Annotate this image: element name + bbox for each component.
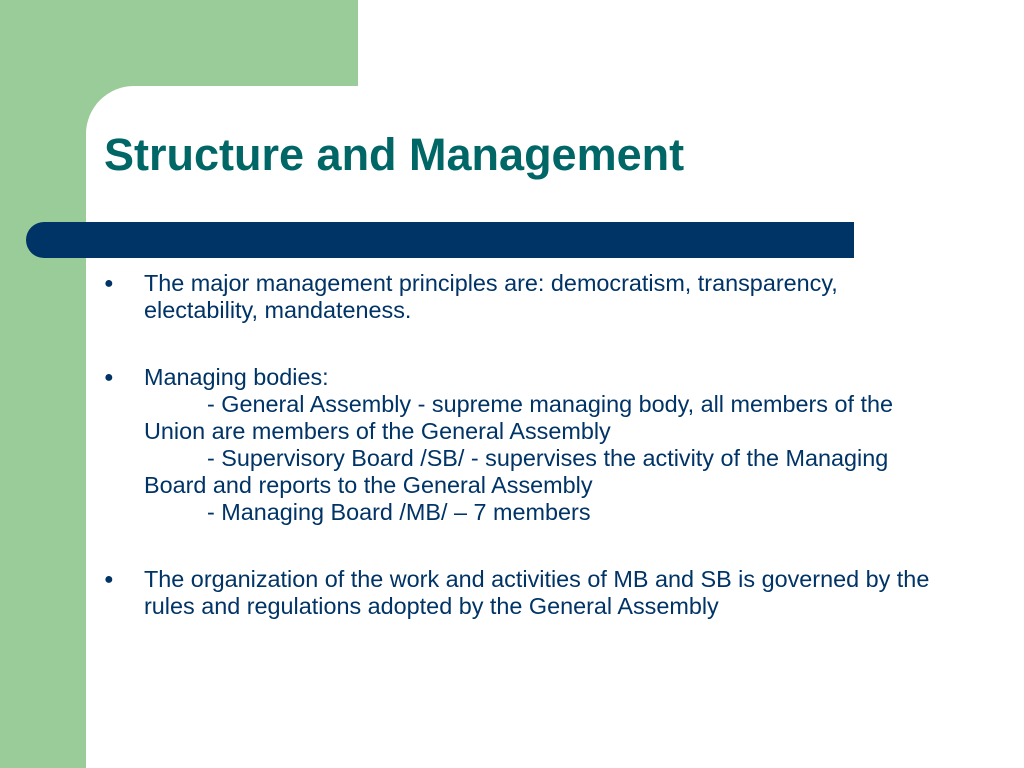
bullet-item-principles [100, 270, 930, 324]
bullet-item-organization [100, 566, 930, 620]
bullet-icon: ● [104, 571, 114, 588]
bullet-icon: ● [104, 275, 114, 292]
spacer [100, 324, 930, 364]
slide-body [100, 270, 930, 620]
sub-item-supervisory-board: - Supervisory Board /SB/ - supervises the activity of the Managing Board and reports to the General Assembly [144, 445, 889, 498]
spacer [100, 526, 930, 566]
sub-item-general-assembly: - General Assembly - supreme managing body, all members of the Union are members of the General Assembly [144, 391, 894, 444]
bullet-text: The organization of the work and activities of MB and SB is governed by the rules and regulations adopted by the General Assembly [144, 566, 930, 619]
bullet-text: Managing bodies: [144, 364, 329, 390]
slide-title: Structure and Management [104, 129, 685, 180]
bullet-icon: ● [104, 369, 114, 386]
title-divider-bar [26, 222, 854, 258]
bullet-text: The major management principles are: democratism, transparency, electability, mandateness. [144, 270, 838, 323]
sub-item-managing-board: - Managing Board /MB/ – 7 members [207, 499, 591, 525]
bullet-item-managing-bodies [100, 364, 930, 526]
